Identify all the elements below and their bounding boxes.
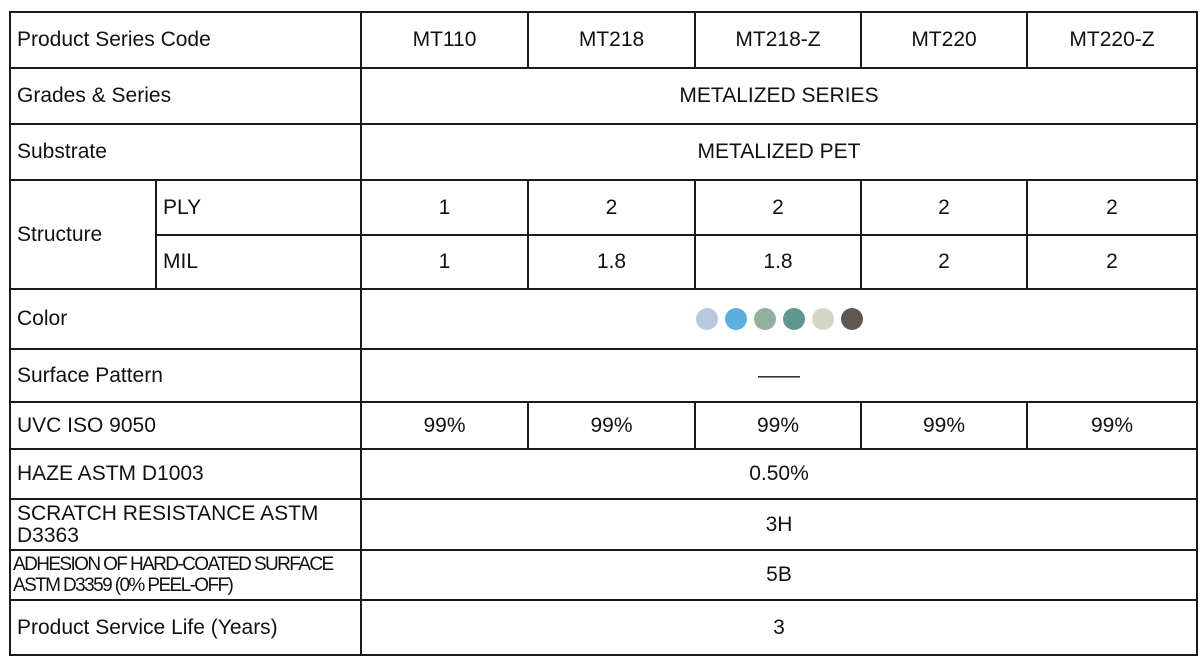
header-row — [10, 12, 1197, 68]
substrate-label: Substrate — [10, 124, 361, 180]
series-code-cell: MT110 — [361, 12, 528, 68]
ply-value: 2 — [1027, 180, 1197, 235]
ply-value: 2 — [695, 180, 861, 235]
uvc-value: 99% — [361, 402, 528, 449]
uvc-value: 99% — [695, 402, 861, 449]
color-label: Color — [10, 289, 361, 349]
structure-ply-row — [10, 180, 1197, 235]
haze-label: HAZE ASTM D1003 — [10, 449, 361, 499]
surface-pattern-row — [10, 349, 1197, 402]
ply-value: 2 — [861, 180, 1027, 235]
color-swatch — [841, 308, 863, 330]
grades-row — [10, 68, 1197, 124]
surface-pattern-value: —— — [361, 349, 1197, 402]
service-life-value: 3 — [361, 600, 1197, 655]
service-life-row — [10, 600, 1197, 655]
structure-mil-row — [10, 235, 1197, 289]
service-life-label: Product Service Life (Years) — [10, 600, 361, 655]
adhesion-value: 5B — [361, 550, 1197, 600]
series-code-cell: MT220 — [861, 12, 1027, 68]
adhesion-label: ADHESION OF HARD-COATED SURFACE ASTM D3359 (0% PEEL-OFF) — [10, 550, 361, 600]
product-spec-table — [9, 11, 1198, 656]
color-swatch — [696, 308, 718, 330]
substrate-row — [10, 124, 1197, 180]
color-row — [10, 289, 1197, 349]
uvc-label: UVC ISO 9050 — [10, 402, 361, 449]
mil-value: 1 — [361, 235, 528, 289]
scratch-row — [10, 499, 1197, 550]
series-code-cell: MT220-Z — [1027, 12, 1197, 68]
series-code-cell: MT218 — [528, 12, 695, 68]
ply-value: 1 — [361, 180, 528, 235]
haze-value: 0.50% — [361, 449, 1197, 499]
mil-value: 1.8 — [528, 235, 695, 289]
haze-row — [10, 449, 1197, 499]
adhesion-row — [10, 550, 1197, 600]
grades-label: Grades & Series — [10, 68, 361, 124]
substrate-value: METALIZED PET — [361, 124, 1197, 180]
color-swatch — [725, 308, 747, 330]
ply-label: PLY — [156, 180, 361, 235]
series-code-cell: MT218-Z — [695, 12, 861, 68]
color-swatch-group — [696, 308, 863, 330]
scratch-resistance-value: 3H — [361, 499, 1197, 550]
uvc-value: 99% — [1027, 402, 1197, 449]
color-swatch — [754, 308, 776, 330]
product-series-code-label: Product Series Code — [10, 12, 361, 68]
color-swatch — [812, 308, 834, 330]
ply-value: 2 — [528, 180, 695, 235]
surface-pattern-label: Surface Pattern — [10, 349, 361, 402]
uvc-value: 99% — [528, 402, 695, 449]
grades-value: METALIZED SERIES — [361, 68, 1197, 124]
structure-label: Structure — [10, 180, 156, 289]
uvc-row — [10, 402, 1197, 449]
color-swatch — [783, 308, 805, 330]
mil-value: 1.8 — [695, 235, 861, 289]
mil-label: MIL — [156, 235, 361, 289]
uvc-value: 99% — [861, 402, 1027, 449]
mil-value: 2 — [861, 235, 1027, 289]
mil-value: 2 — [1027, 235, 1197, 289]
scratch-resistance-label: SCRATCH RESISTANCE ASTM D3363 — [10, 499, 361, 550]
color-value — [361, 289, 1197, 349]
